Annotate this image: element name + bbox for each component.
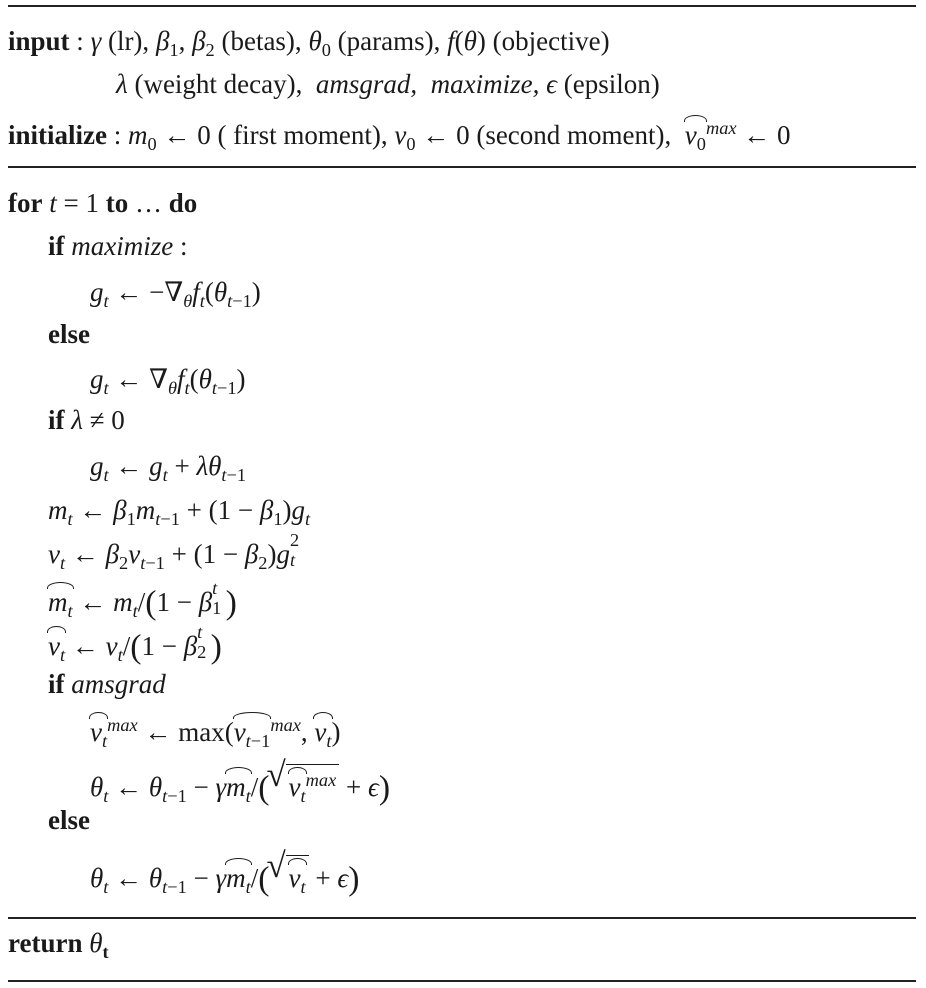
betas-label: (betas),	[221, 26, 302, 56]
for-keyword: for	[8, 188, 43, 218]
input-line: input : γ (lr), $\beta_1$, $\beta_2$ (betas), $\theta_0$ (params), f(θ) (objective)	[8, 26, 610, 60]
second-moment-update-line: $v_t$ ← $\beta_2v_{t-1} + (1 - \beta_2)g$ 2 t	[48, 529, 300, 573]
epsilon-label: (epsilon)	[563, 69, 660, 99]
second-moment-label: (second moment),	[476, 120, 672, 150]
max-function: max	[178, 717, 225, 747]
if-weight-decay-line: if λ ≠ 0	[48, 405, 125, 435]
footer-rule	[8, 917, 916, 919]
return-line: return $\theta_t$	[8, 928, 109, 962]
gradient-negative-line: $g_t$ ← $-\nabla_\theta f_t(\theta_{t-1})$	[90, 277, 261, 311]
else-line-2	[48, 807, 90, 834]
top-rule	[8, 5, 916, 7]
header-rule	[8, 166, 916, 168]
initialize-line: initialize : $m_0$ ← 0 ( first moment), $v_0$ ← 0 (second moment), $v_0^{max}$ ← 0	[8, 115, 791, 149]
first-moment-update-line: $m_t$ ← $\beta_1m_{t-1} + (1 - \beta_1)g_t$	[48, 495, 311, 529]
if-maximize-line: if maximize :	[48, 231, 188, 261]
if-amsgrad-line	[48, 671, 166, 698]
initialize-keyword: initialize	[8, 120, 107, 150]
weight-decay-update-line: $g_t$ ← $g_t + \lambda\theta_{t-1}$	[90, 451, 247, 485]
gradient-line: $g_t$ ← $\nabla_\theta f_t(\theta_{t-1})$	[90, 364, 246, 398]
bias-correct-m-line: $m_t$ ← $m_t/(1 - \beta$ t 1 )	[48, 577, 237, 622]
vmax-update-line: $v_t^{max}$ ← $\max(v_{t-1}^{max}$, $v_t$)	[90, 712, 341, 746]
do-keyword: do	[168, 188, 198, 218]
maximize-param: maximize,	[430, 69, 540, 99]
if-keyword-3: if	[48, 669, 65, 699]
lr-label: (lr),	[107, 26, 150, 56]
input-keyword: input	[8, 26, 70, 56]
param-update-amsgrad-line: $\theta_t$ ← $\theta_{t-1} - \gamma m_t/(√$ $v_t^{max} + \epsilon$)	[90, 764, 390, 805]
objective-label: (objective)	[492, 26, 610, 56]
amsgrad-param: amsgrad,	[315, 69, 418, 99]
input-line-2: λ (weight decay), amsgrad, maximize, ϵ (epsilon)	[116, 69, 660, 99]
amsgrad-condition: amsgrad	[71, 669, 166, 699]
for-loop-line: for t = 1 to … do	[8, 188, 198, 218]
else-line	[48, 321, 90, 348]
return-keyword: return	[8, 928, 83, 958]
if-keyword-2: if	[48, 405, 65, 435]
maximize-condition: maximize	[71, 231, 174, 261]
else-keyword-2: else	[48, 805, 90, 835]
param-update-line: $\theta_t$ ← $\theta_{t-1} - \gamma m_t/(√$ $v_t + \epsilon$)	[90, 855, 360, 896]
weight-decay-label: (weight decay),	[134, 69, 303, 99]
first-moment-label: ( first moment),	[217, 120, 388, 150]
bottom-rule	[8, 980, 916, 982]
bias-correct-v-line: $v_t$ ← $v_t/(1 - \beta$ t 2 )	[48, 621, 222, 666]
if-keyword: if	[48, 231, 65, 261]
params-label: (params),	[337, 26, 441, 56]
to-keyword: to	[105, 188, 129, 218]
else-keyword: else	[48, 319, 90, 349]
